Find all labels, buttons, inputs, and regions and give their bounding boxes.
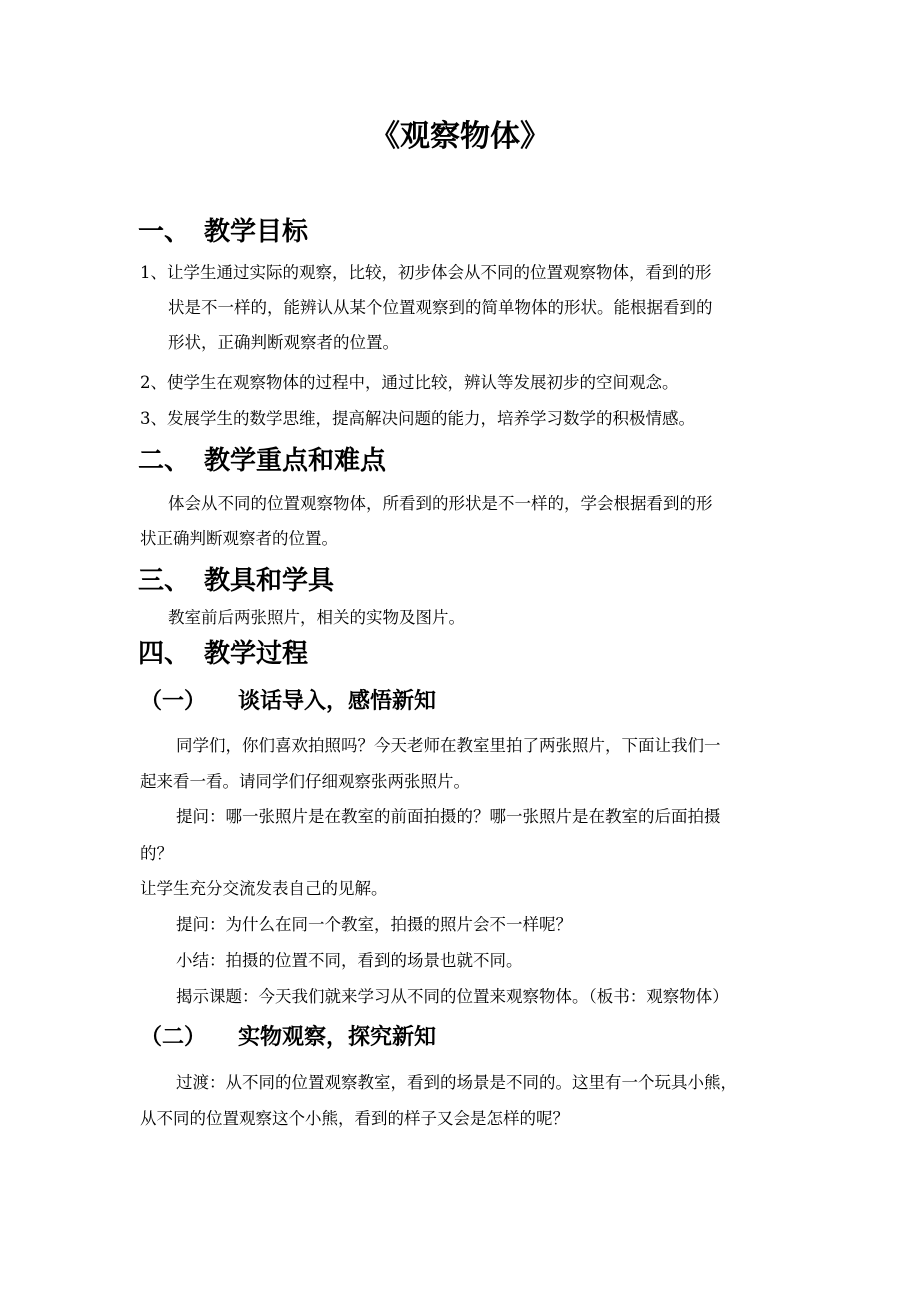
paragraph-line: 的？ — [140, 844, 173, 863]
paragraph-line: 提问：为什么在同一个教室，拍摄的照片会不一样呢？ — [176, 915, 572, 934]
section-heading-key-points — [138, 443, 386, 479]
section-number: 四、 — [138, 639, 191, 669]
objective-item-1 — [140, 255, 790, 360]
paragraph-line: 2、使学生在观察物体的过程中，通过比较，辨认等发展初步的空间观念。 — [140, 373, 679, 392]
paragraph-line: 同学们，你们喜欢拍照吗？今天老师在教室里拍了两张照片，下面让我们一 — [176, 736, 721, 755]
section-number: 一、 — [138, 217, 191, 247]
paragraph-line: 1、让学生通过实际的观察，比较，初步体会从不同的位置观察物体，看到的形 — [140, 263, 712, 282]
paragraph-line: 状正确判断观察者的位置。 — [140, 529, 338, 548]
section-number: 二、 — [138, 446, 191, 476]
objective-item-2 — [140, 365, 790, 400]
section-title: 教学目标 — [204, 217, 309, 247]
paragraph-line: 从不同的位置观察这个小熊，看到的样子又会是怎样的呢？ — [140, 1109, 569, 1128]
section-title: 教学重点和难点 — [204, 446, 387, 476]
paragraph-line: 3、发展学生的数学思维，提高解决问题的能力，培养学习数学的积极情感。 — [140, 409, 695, 428]
objective-item-3 — [140, 401, 790, 436]
section-heading-process — [138, 636, 308, 672]
paragraph-line: 小结：拍摄的位置不同，看到的场景也就不同。 — [176, 951, 523, 970]
section-title: 教学过程 — [204, 639, 309, 669]
paragraph-line: 揭示课题：今天我们就来学习从不同的位置来观察物体。（板书：观察物体） — [176, 987, 729, 1006]
subsection-title: 实物观察，探究新知 — [238, 1025, 437, 1050]
paragraph-line: 提问：哪一张照片是在教室的前面拍摄的？哪一张照片是在教室的后面拍摄 — [176, 807, 721, 826]
subsection-heading-intro — [140, 686, 436, 718]
subsection-title: 谈话导入，感悟新知 — [238, 689, 437, 714]
subsection-number: （二） — [140, 1025, 207, 1050]
section-heading-objectives — [138, 214, 308, 250]
section-heading-materials — [138, 563, 334, 599]
section-title: 教具和学具 — [204, 566, 335, 596]
paragraph-line: 状是不一样的，能辨认从某个位置观察到的简单物体的形状。能根据看到的 — [168, 298, 713, 317]
paragraph-line: 形状，正确判断观察者的位置。 — [168, 333, 399, 352]
paragraph-line: 让学生充分交流发表自己的见解。 — [140, 879, 388, 898]
paragraph-line: 起来看一看。请同学们仔细观察张两张照片。 — [140, 772, 470, 791]
subsection-heading-observation — [140, 1022, 436, 1054]
document-title: 《观察物体》 — [370, 119, 550, 154]
paragraph-line: 体会从不同的位置观察物体，所看到的形状是不一样的，学会根据看到的形 — [168, 494, 713, 513]
section-number: 三、 — [138, 566, 191, 596]
paragraph-line: 过渡：从不同的位置观察教室，看到的场景是不同的。这里有一个玩具小熊， — [176, 1073, 737, 1092]
paragraph-line: 教室前后两张照片，相关的实物及图片。 — [168, 608, 465, 627]
subsection-number: （一） — [140, 689, 207, 714]
